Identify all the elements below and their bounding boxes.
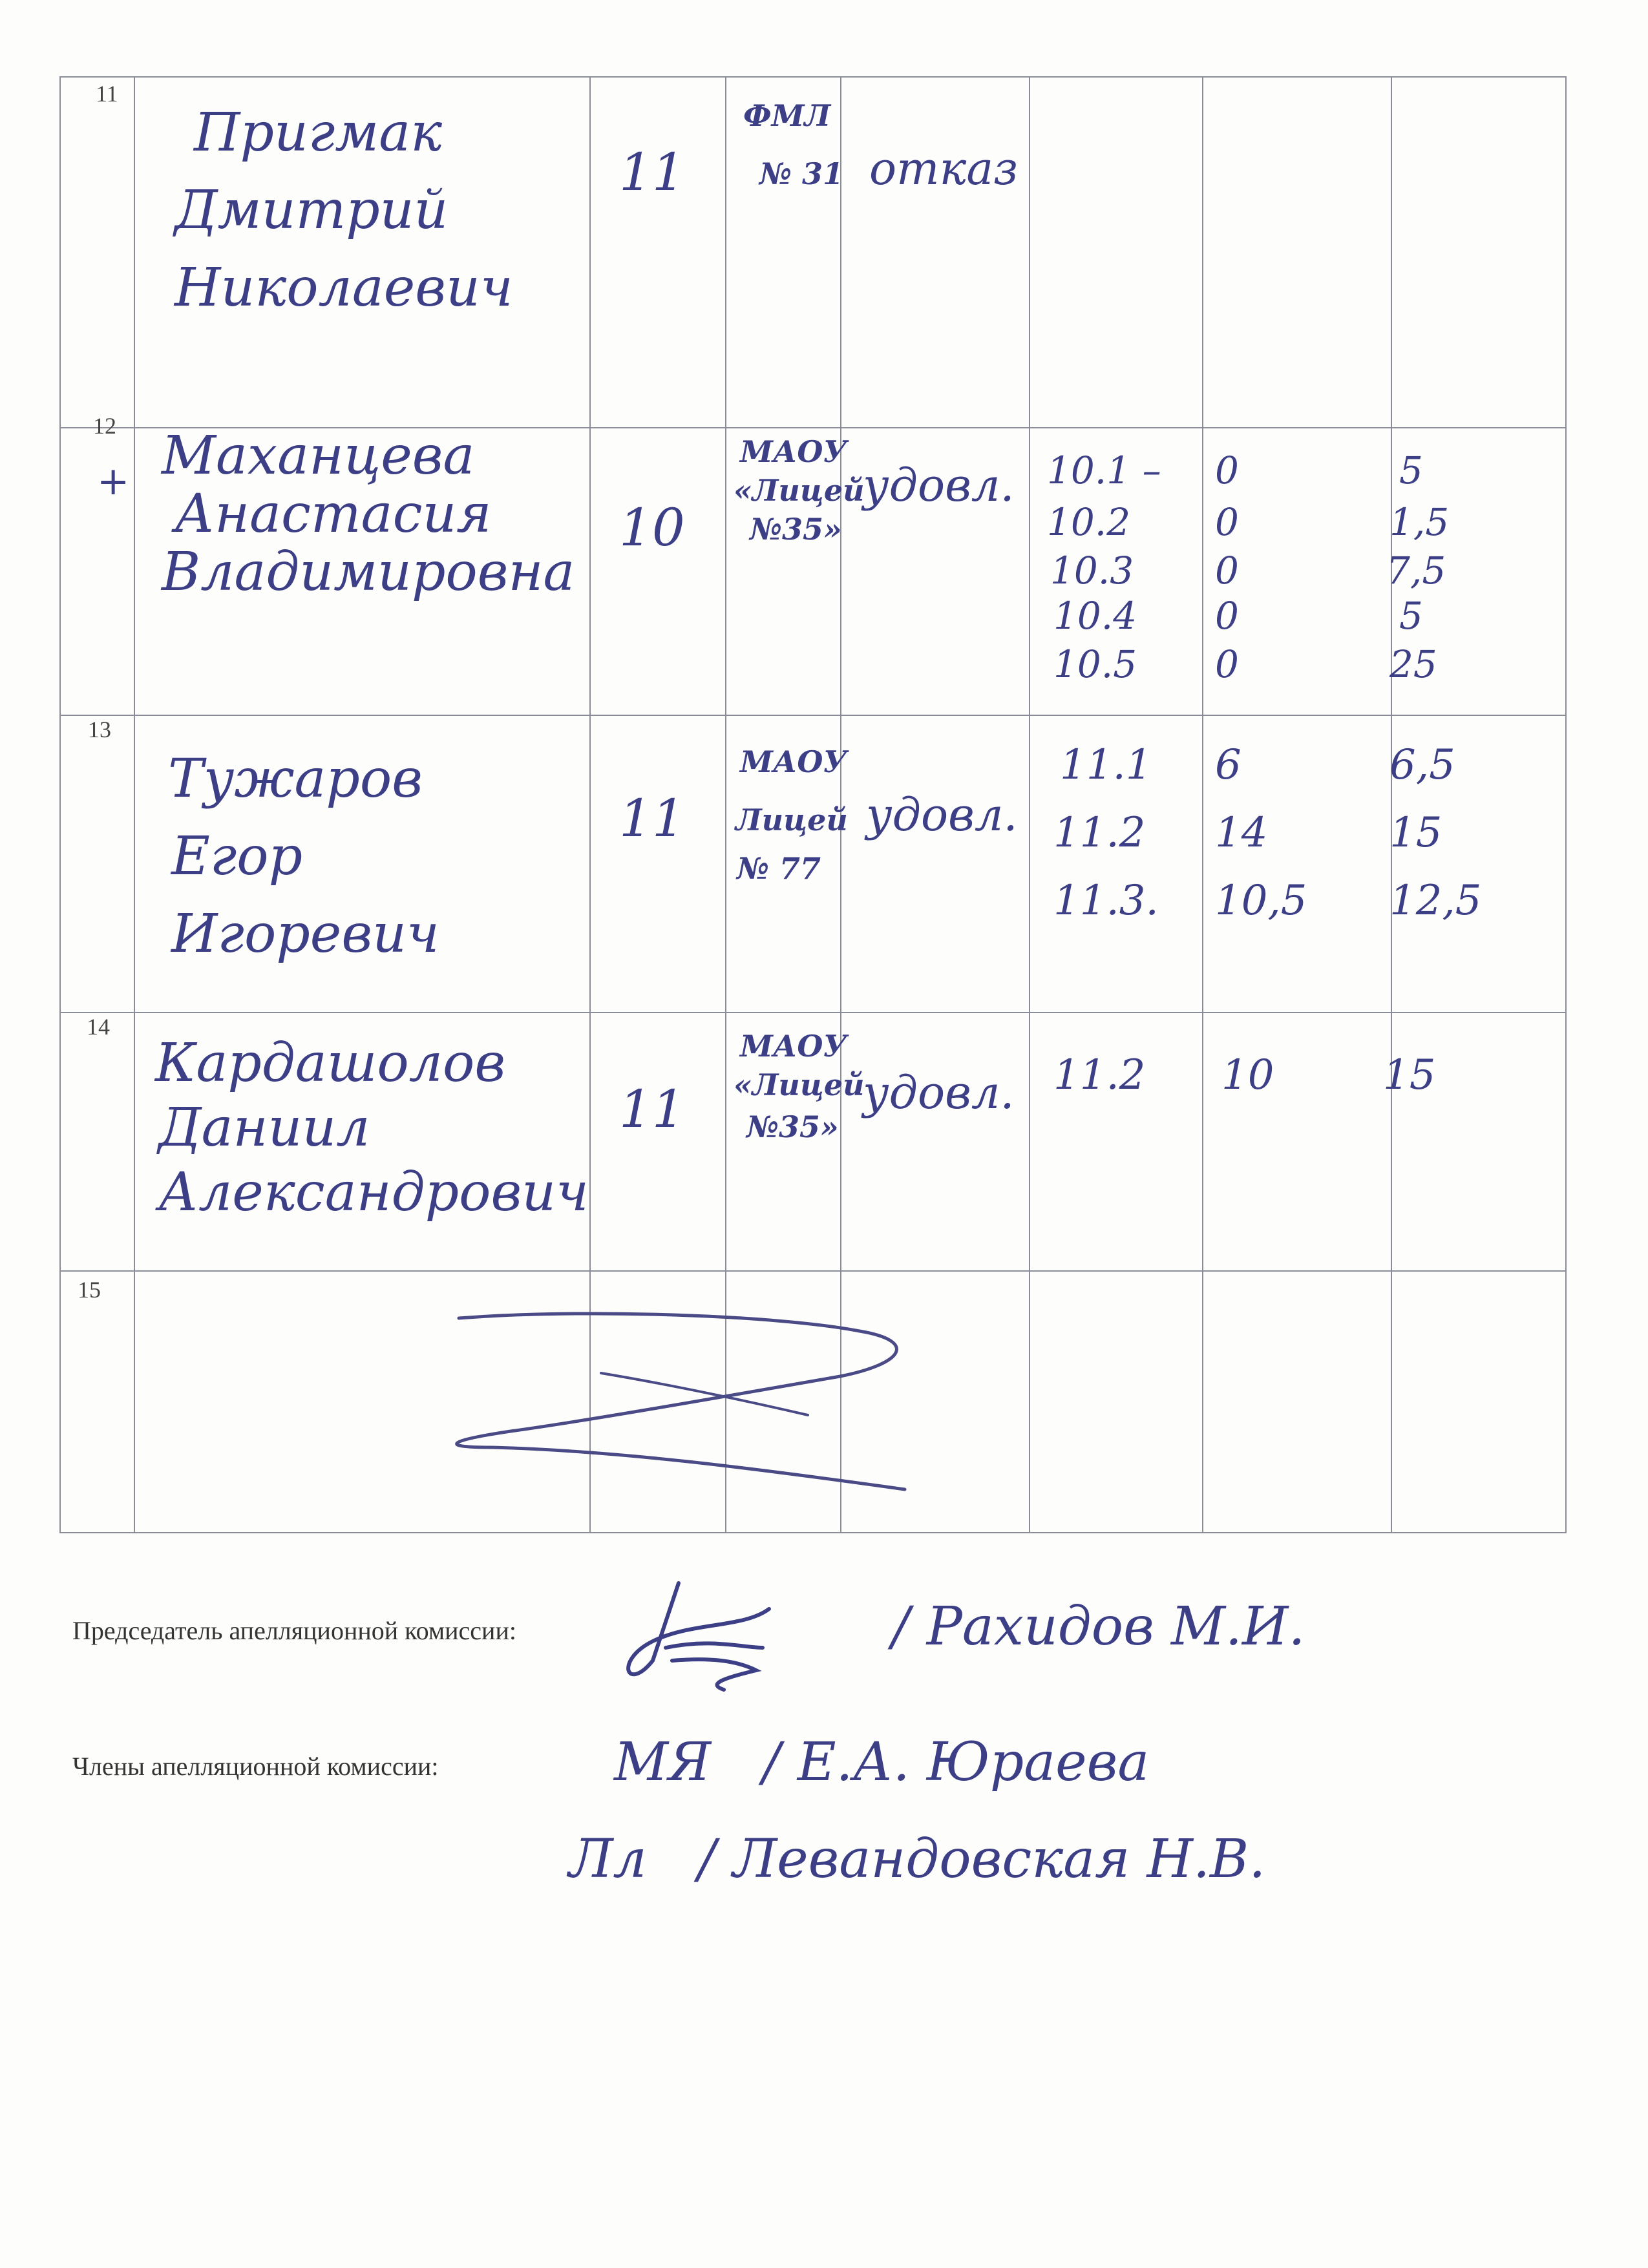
- chairman-name: / Рахидов М.И.: [892, 1596, 1305, 1657]
- score-before: 10: [1221, 1051, 1274, 1099]
- task-number: 10.2: [1047, 500, 1131, 544]
- participant-name-line: Тужаров: [168, 748, 423, 810]
- score-before: 0: [1215, 642, 1239, 686]
- participant-name-line: Игоревич: [171, 903, 439, 965]
- row-number: 15: [78, 1277, 101, 1303]
- score-after: 15: [1383, 1051, 1436, 1099]
- member-name: / Левандовская Н.В.: [698, 1829, 1266, 1890]
- participant-name-line: Маханцева: [162, 425, 475, 487]
- score-after: 25: [1389, 642, 1437, 686]
- score-before: 6: [1215, 741, 1241, 789]
- school-line: № 77: [737, 851, 821, 886]
- participant-name-line: Николаевич: [174, 257, 513, 319]
- score-after: 6,5: [1389, 741, 1455, 789]
- participant-name-line: Пригмак: [194, 102, 443, 163]
- appeal-result: отказ: [869, 142, 1019, 195]
- score-after: 5: [1399, 594, 1423, 638]
- member-signature: Лл: [569, 1829, 647, 1890]
- participant-name-line: Анастасия: [174, 483, 492, 545]
- chairman-label: Председатель апелляционной комиссии:: [72, 1616, 516, 1645]
- school-line: №35»: [746, 1109, 839, 1144]
- member-signature: МЯ: [614, 1732, 712, 1793]
- task-number: 11.2: [1053, 1051, 1146, 1099]
- school-line: МАОУ: [740, 1029, 847, 1064]
- check-mark: +: [97, 459, 130, 504]
- participant-name-line: Даниил: [158, 1097, 370, 1159]
- score-after: 1,5: [1389, 500, 1450, 544]
- task-number: 11.1: [1060, 741, 1152, 789]
- task-number: 11.3.: [1053, 877, 1159, 925]
- score-after: 12,5: [1389, 877, 1482, 925]
- school-line: Лицей: [735, 803, 848, 837]
- task-number: 11.2: [1053, 809, 1146, 857]
- participant-name-line: Владимировна: [162, 541, 575, 603]
- grade-value: 11: [619, 142, 685, 202]
- appeal-result: удовл.: [866, 788, 1018, 841]
- row-number: 14: [87, 1014, 110, 1040]
- school-line: ФМЛ: [743, 98, 831, 133]
- school-line: «Лицей: [734, 1067, 865, 1102]
- grade-value: 11: [619, 1079, 685, 1139]
- row-number: 11: [96, 81, 118, 107]
- score-after: 5: [1399, 448, 1423, 492]
- members-label: Члены апелляционной комиссии:: [72, 1752, 439, 1781]
- school-line: «Лицей: [734, 473, 865, 508]
- score-before: 0: [1215, 594, 1239, 638]
- score-after: 7,5: [1386, 549, 1446, 593]
- task-number: 10.5: [1053, 642, 1137, 686]
- participant-name-line: Егор: [171, 826, 303, 887]
- score-before: 0: [1215, 549, 1239, 593]
- grade-value: 10: [619, 498, 685, 558]
- appeal-result: удовл.: [863, 459, 1015, 512]
- participant-name-line: Дмитрий: [174, 180, 449, 241]
- school-line: № 31: [759, 156, 844, 191]
- score-before: 0: [1215, 500, 1239, 544]
- row-number: 12: [93, 413, 116, 439]
- task-number: 10.3: [1050, 549, 1134, 593]
- score-before: 0: [1215, 448, 1239, 492]
- participant-name-line: Кардашолов: [155, 1033, 506, 1094]
- task-number: 10.4: [1053, 594, 1137, 638]
- score-after: 15: [1389, 809, 1442, 857]
- score-before: 14: [1215, 809, 1268, 857]
- row-number: 13: [88, 717, 111, 742]
- task-number: 10.1 –: [1047, 448, 1161, 492]
- participant-name-line: Александрович: [158, 1162, 589, 1223]
- score-before: 10,5: [1215, 877, 1307, 925]
- appeal-result: удовл.: [863, 1066, 1015, 1119]
- chairman-signature: [614, 1564, 808, 1706]
- grade-value: 11: [619, 788, 685, 848]
- school-line: МАОУ: [740, 744, 847, 779]
- member-name: / Е.А. Юраева: [763, 1732, 1150, 1793]
- school-line: МАОУ: [740, 434, 847, 469]
- school-line: №35»: [750, 512, 842, 547]
